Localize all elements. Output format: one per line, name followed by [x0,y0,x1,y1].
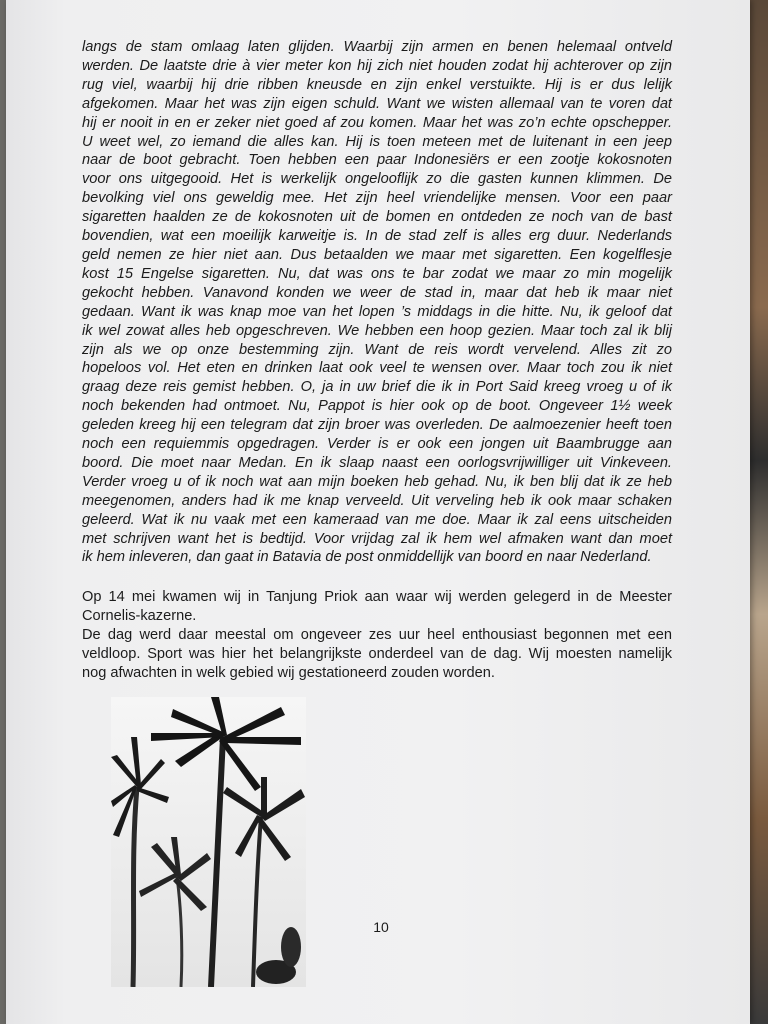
text-line: kost 15 Engelse sigaretten. Nu, dat was ons te bar zodat we maar zo min mogelijk [82,265,672,282]
text-line: noch een requiemmis opgedragen. Verder is er ook een jongen uit Baambrugge aan [82,436,672,453]
narrative-paragraph [82,588,672,683]
document-page [6,0,750,1024]
text-line: Cornelis-kazerne. [82,608,197,625]
text-line: langs de stam omlaag laten glijden. Waarbij zijn armen en benen helemaal ontveld [82,39,672,55]
page-number: 10 [373,919,389,935]
text-line: geld nemen ze hier niet aan. Dus betaalden we maar met sigaretten. Een kogelflesje [82,246,672,263]
text-line: meegenomen, anders had ik me knap verveeld. Uit verveling heb ik ook maar schaken [82,492,672,509]
text-line: geleerd. Wat ik nu vaak met een kameraad van me doe. Maar ik zal eens uitscheiden [82,511,672,528]
text-line: gekocht hebben. Vanavond konden we weer de stad in, maar dat heb ik maar niet [82,284,672,301]
text-line: Op 14 mei kwamen wij in Tanjung Priok aan waar wij werden gelegerd in de Meester [82,589,672,606]
text-line: bevolking viel ons geweldig mee. Het zijn heel vriendelijke mensen. Voor een paar [82,190,672,207]
text-line: De dag werd daar meestal om ongeveer zes uur heel enthousiast begonnen met een [82,627,672,644]
text-line: ik wel zowat alles heb opgeschreven. We hebben een hoop gezien. Maar toch zal ik blij [82,322,672,339]
text-line: U weet wel, zo iemand die alles kan. Hij is toen meteen met de luitenant in een jeep [82,133,672,150]
text-line: ik hem inleveren, dan gaat in Batavia de post onmiddellijk van boord en naar Nederland. [82,549,652,566]
background-surface [748,0,768,1024]
text-body [82,38,672,683]
palm-trees-photo [111,697,306,987]
text-line: nog afwachten in welk gebied wij gestationeerd zouden worden. [82,665,495,681]
text-line: hopeloos vol. Het eten en drinken laat ook veel te wensen over. Maar toch zou ik niet [82,360,672,377]
text-line: hij er nooit in en er zeker niet goed af zou komen. Maar het was zo’n echte opschepper. [82,114,672,131]
text-line: veldloop. Sport was hier het belangrijkste onderdeel van de dag. Wij moesten namelijk [82,646,672,663]
text-line: voor ons uitgegooid. Het is werkelijk ongelooflijk zo die gasten kunnen klimmen. De [82,171,672,188]
text-line: sigaretten haalden ze de kokosnoten uit de bomen en ontdeden ze noch van de bast [82,209,672,226]
text-line: rug viel, waarbij hij drie ribben kneusde en zijn enkel verstuikte. Hij is er dus lelijk [82,76,672,93]
text-line: boord. Die moet naar Medan. En ik slaap naast een oorlogsvrijwilliger uit Vinkeveen. [82,454,672,471]
text-line: bovendien, wat een moeilijk karweitje is. In de stad zelf is alles erg duur. Nederlands [82,228,672,245]
text-line: graag deze reis gemist hebben. O, ja in uw brief die ik in Port Said kreeg vroeg u of ik [82,379,672,396]
palm-trees-image [111,697,306,987]
text-line: afgekomen. Maar het was zijn eigen schuld. Want we wisten allemaal van te voren dat [82,95,672,112]
text-line: naar de boot gebracht. Toen hebben een paar Indonesiërs er een zootje kokosnoten [82,152,672,169]
text-line: Verder vroeg u of ik noch wat aan mijn boeken heb gehad. Nu, ik ben blij dat ik ze heb [82,473,672,490]
letter-excerpt [82,38,672,567]
text-line: gedaan. Want ik was knap moe van het lopen ’s middags in die hitte. Nu, ik geloof dat [82,303,672,320]
text-line: noch bekenden had ontmoet. Nu, Pappot is hier ook op de boot. Ongeveer 1½ week [82,398,672,415]
text-line: zijn als we op onze bestemming zijn. Want de reis wordt vervelend. Alles zit zo [82,341,672,358]
text-line: geleden kreeg hij een telegram dat zijn broer was overleden. De aalmoezenier heeft toen [82,417,672,434]
text-line: werden. De laatste drie à vier meter kon hij zich niet houden zodat hij achterover op zijn [82,57,672,74]
text-line: met schrijven want het is bedtijd. Voor vrijdag zal ik hem wel afmaken want dan moet [82,530,672,547]
